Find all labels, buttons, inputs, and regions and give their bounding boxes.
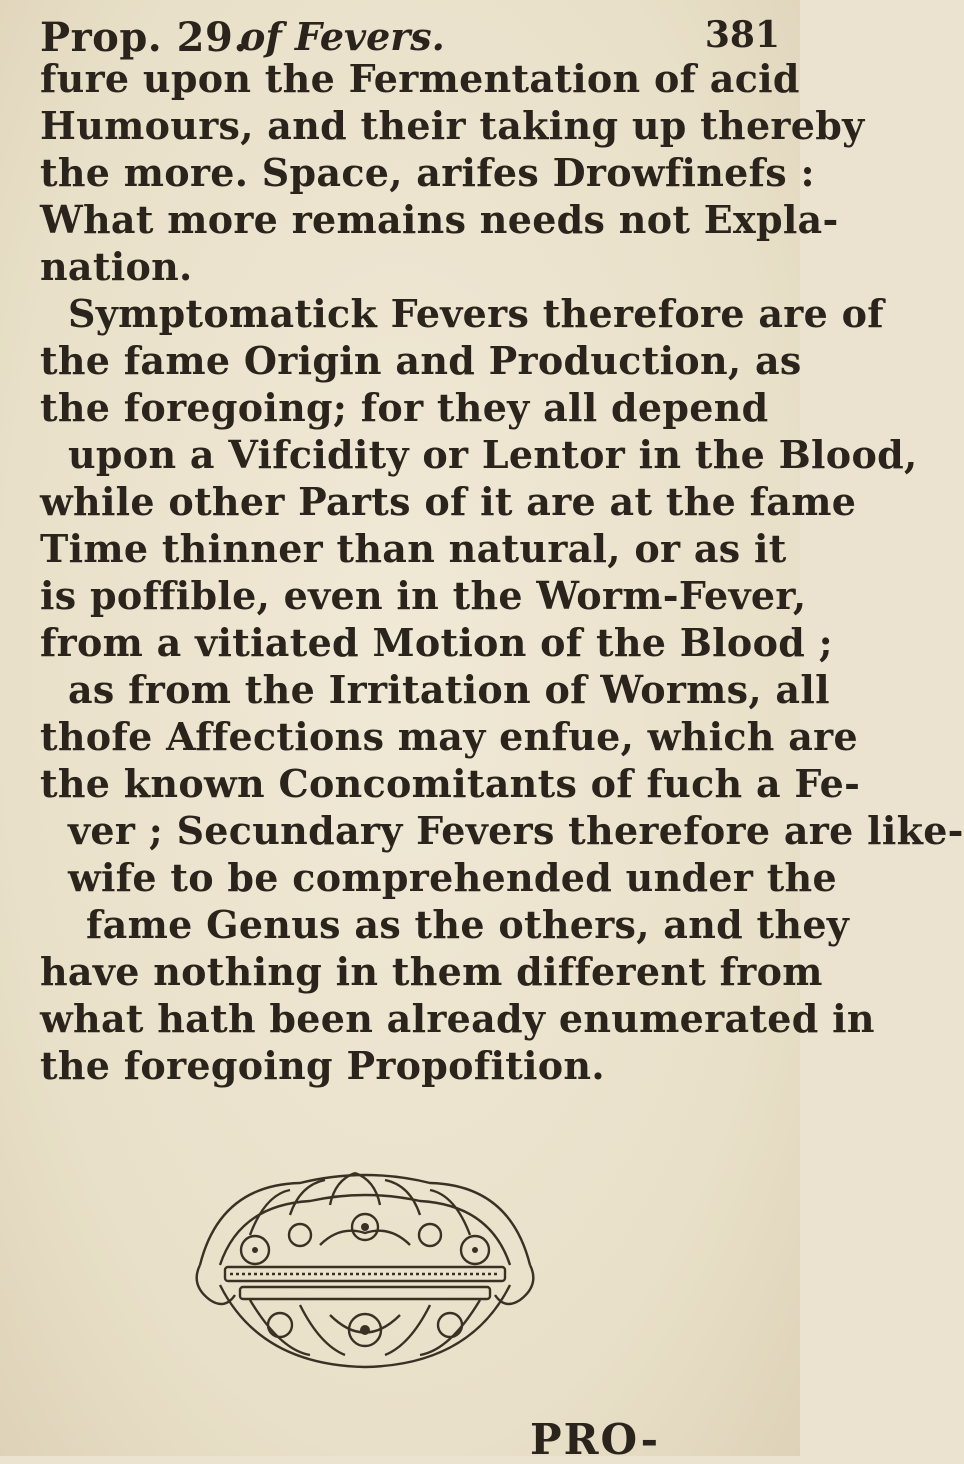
text-line: the more. Space, arifes Drowfinefs : (40, 150, 815, 195)
text-line: Humours, and their taking up thereby (40, 103, 865, 148)
text-line: the foregoing Propofition. (40, 1043, 605, 1088)
text-line: ver ; Secundary Fevers therefore are like- (68, 808, 964, 853)
floral-tailpiece-ornament-icon (180, 1165, 550, 1370)
text-line: fure upon the Fermentation of acid (40, 56, 800, 101)
text-line: upon a Vifcidity or Lentor in the Blood, (68, 432, 918, 477)
running-title: of Fevers. (240, 14, 445, 59)
text-line: what hath been already enumerated in (40, 996, 875, 1041)
text-line: have nothing in them different from (40, 949, 823, 994)
text-line: Symptomatick Fevers therefore are of (68, 291, 884, 336)
catchword: PRO- (530, 1415, 661, 1464)
text-line: as from the Irritation of Worms, all (68, 667, 830, 712)
text-line: while other Parts of it are at the fame (40, 479, 857, 524)
text-line: wife to be comprehended under the (68, 855, 837, 900)
text-line: thofe Affections may enfue, which are (40, 714, 858, 759)
text-line: is poffible, even in the Worm-Fever, (40, 573, 807, 618)
text-line: the known Concomitants of fuch a Fe- (40, 761, 861, 806)
text-line: fame Genus as the others, and they (86, 902, 850, 947)
text-line: the foregoing; for they all depend (40, 385, 769, 430)
text-line: Time thinner than natural, or as it (40, 526, 787, 571)
body-text (40, 55, 964, 1089)
text-line: What more remains needs not Expla- (40, 197, 839, 242)
text-line: the fame Origin and Production, as (40, 338, 802, 383)
page-number: 381 (704, 14, 780, 56)
text-line: nation. (40, 244, 193, 289)
text-line: from a vitiated Motion of the Blood ; (40, 620, 833, 665)
proposition-label: Prop. 29. (40, 14, 248, 61)
